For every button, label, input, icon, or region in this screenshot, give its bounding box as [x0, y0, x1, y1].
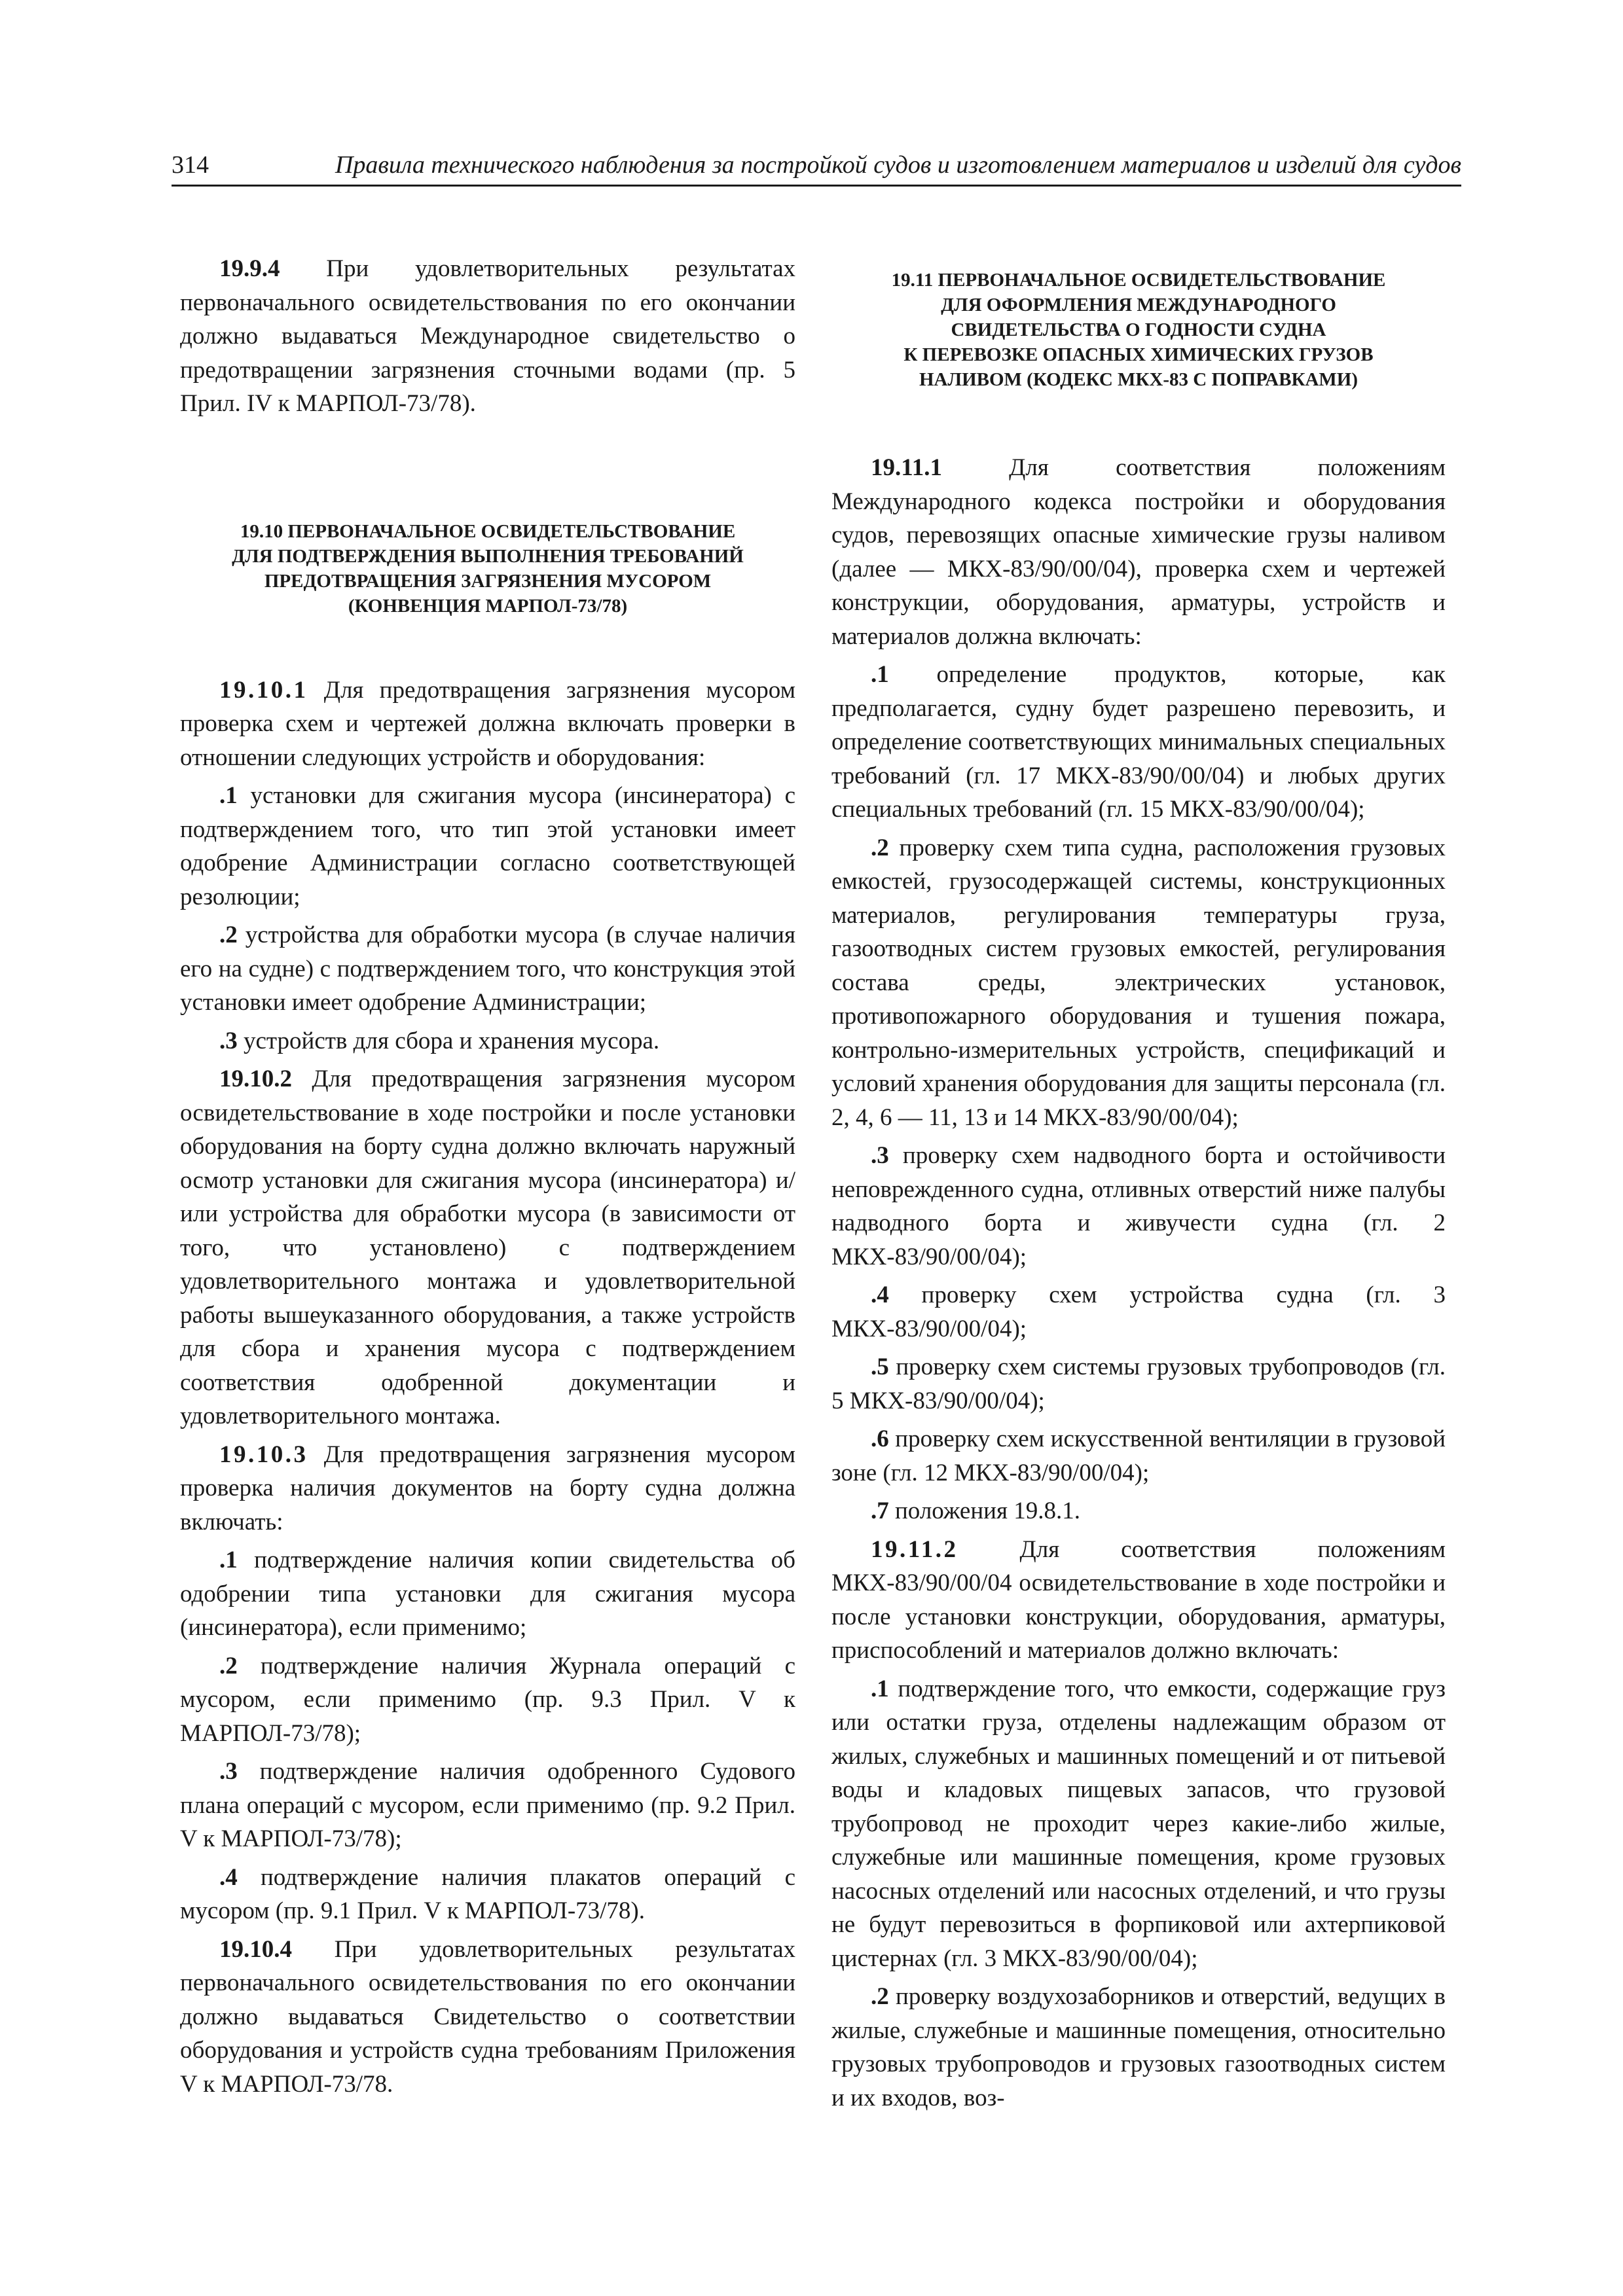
- item-number: .4: [219, 1863, 238, 1891]
- clause-number: 19.11.1: [871, 454, 942, 481]
- clause-number: 19.9.4: [219, 255, 280, 282]
- list-item: [180, 779, 795, 914]
- item-number: .2: [219, 922, 238, 948]
- item-text: проверку воздухозаборников и отверстий, ведущих в жилые, служебные и машинные помещения, относительно грузовых трубопроводов и грузовых газоотводных систем и их входов, воз-: [831, 1983, 1446, 2111]
- paragraph-text: Для предотвращения загрязнения мусором проверка схем и чертежей должна включать проверки в отношении следующих устройств и оборудования:: [180, 676, 795, 771]
- item-text: определение продуктов, которые, как предполагается, судну будет разрешено перевозить, и определение соответствующих минимальных специальных требований (гл. 17 МКХ-83/90/00/04) и любых других специальных требований (гл. 15 МКХ-83/90/00/04);: [831, 661, 1446, 823]
- list-item: [831, 1980, 1446, 2115]
- item-text: установки для сжигания мусора (инсинератора) с подтверждением того, что тип этой установки имеет одобрение Администрации согласно соответствующей резолюции;: [180, 782, 795, 910]
- item-number: .3: [219, 1027, 238, 1054]
- paragraph-text: Для предотвращения загрязнения мусором проверка наличия документов на борту судна должна включать:: [180, 1441, 795, 1535]
- clause-number: 19.11.2: [871, 1535, 958, 1563]
- paragraph-text: При удовлетворительных результатах первоначального освидетельствования по его окончании должно выдаваться Международное свидетельство о предотвращении загрязнения сточными водами (пр. 5 Прил. IV к МАРПОЛ-73/78).: [180, 255, 795, 417]
- clause-number: 19.10.2: [219, 1066, 292, 1092]
- heading-line: 19.11 ПЕРВОНАЧАЛЬНОЕ ОСВИДЕТЕЛЬСТВОВАНИЕ: [891, 270, 1386, 291]
- list-item: [831, 658, 1446, 827]
- list-item: [831, 831, 1446, 1135]
- paragraph-19-10-3: [180, 1438, 795, 1539]
- list-item: [831, 1494, 1446, 1528]
- heading-line: 19.10 ПЕРВОНАЧАЛЬНОЕ ОСВИДЕТЕЛЬСТВОВАНИЕ: [240, 520, 736, 542]
- list-item: [831, 1139, 1446, 1274]
- section-heading-19-10: [180, 519, 795, 619]
- list-item: [831, 1278, 1446, 1346]
- clause-number: 19.10.3: [219, 1441, 308, 1468]
- list-item: [831, 1672, 1446, 1976]
- paragraph-19-11-2: [831, 1533, 1446, 1668]
- paragraph-19-10-1: [180, 673, 795, 775]
- list-item: [180, 1861, 795, 1928]
- section-heading-19-11: [831, 268, 1446, 392]
- item-number: .2: [219, 1652, 238, 1679]
- list-item: [831, 1422, 1446, 1490]
- list-item: [831, 1350, 1446, 1418]
- page-number: 314: [172, 151, 209, 179]
- item-text: проверку схем надводного борта и остойчивости неповрежденного судна, отливных отверстий ниже палубы надводного борта и живучести судна (гл. 2 МКХ-83/90/00/04);: [831, 1142, 1446, 1270]
- paragraph-19-10-4: [180, 1933, 795, 2102]
- list-item: [180, 1649, 795, 1751]
- heading-line: СВИДЕТЕЛЬСТВА О ГОДНОСТИ СУДНА: [951, 319, 1326, 340]
- left-column: [180, 252, 795, 2106]
- heading-line: ДЛЯ ПОДТВЕРЖДЕНИЯ ВЫПОЛНЕНИЯ ТРЕБОВАНИЙ: [232, 545, 744, 567]
- item-text: проверку схем типа судна, расположения грузовых емкостей, грузосодержащей системы, конструкционных материалов, регулирования температуры груза, газоотводных систем грузовых емкостей, регулирования состава среды, электрических установок, противопожарного оборудования и тушения пожара, контрольно-измерительных устройств, спецификаций и условий хранения оборудования для защиты персонала (гл. 2, 4, 6 — 11, 13 и 14 МКХ-83/90/00/04);: [831, 834, 1446, 1131]
- heading-line: (КОНВЕНЦИЯ МАРПОЛ-73/78): [348, 595, 628, 617]
- paragraph-text: Для соответствия положениям Международного кодекса постройки и оборудования судов, перевозящих опасные химические грузы наливом (далее — МКХ-83/90/00/04), проверка схем и чертежей конструкции, оборудования, арматуры, устройств и материалов должна включать:: [831, 454, 1446, 650]
- item-number: .3: [871, 1142, 889, 1169]
- clause-number: 19.10.1: [219, 676, 308, 704]
- paragraph-19-11-1: [831, 451, 1446, 653]
- item-text: проверку схем искусственной вентиляции в грузовой зоне (гл. 12 МКХ-83/90/00/04);: [831, 1426, 1446, 1486]
- clause-number: 19.10.4: [219, 1935, 292, 1963]
- paragraph-19-9-4: [180, 252, 795, 421]
- list-item: [180, 1543, 795, 1645]
- item-text: устройств для сбора и хранения мусора.: [237, 1027, 660, 1054]
- item-number: .4: [871, 1282, 889, 1308]
- item-number: .1: [871, 661, 889, 688]
- paragraph-19-10-2: [180, 1062, 795, 1433]
- paragraph-text: Для предотвращения загрязнения мусором освидетельствование в ходе постройки и после установки оборудования на борту судна должно включать наружный осмотр установки для сжигания мусора (инсинератора) и/или устройства для обработки мусора (в зависимости от того, что установлено) с подтверждением удовлетворительного монтажа и удовлетворительной работы вышеуказанного оборудования, а также устройств для сбора и хранения мусора с подтверждением соответствия одобренной документации и удовлетворительного монтажа.: [180, 1066, 795, 1429]
- heading-line: НАЛИВОМ (КОДЕКС МКХ-83 С ПОПРАВКАМИ): [919, 369, 1359, 390]
- item-number: .7: [871, 1498, 889, 1524]
- item-number: .1: [219, 1547, 238, 1573]
- item-number: .1: [219, 782, 238, 809]
- paragraph-text: При удовлетворительных результатах первоначального освидетельствования по его окончании должно выдаваться Свидетельство о соответствии оборудования и устройств судна требованиям Приложения V к МАРПОЛ-73/78.: [180, 1935, 795, 2098]
- item-text: подтверждение наличия Журнала операций с мусором, если применимо (пр. 9.3 Прил. V к МАРПОЛ-73/78);: [180, 1652, 795, 1747]
- list-item: [180, 1024, 795, 1058]
- item-text: подтверждение наличия одобренного Судового плана операций с мусором, если применимо (пр. 9.2 Прил. V к МАРПОЛ-73/78);: [180, 1758, 795, 1852]
- heading-line: ДЛЯ ОФОРМЛЕНИЯ МЕЖДУНАРОДНОГО: [941, 295, 1336, 315]
- item-number: .5: [871, 1354, 889, 1380]
- item-text: подтверждение того, что емкости, содержащие груз или остатки груза, отделены надлежащим образом от жилых, служебных и машинных помещений и от питьевой воды и кладовых пищевых запасов, что грузовой трубопровод не проходит через какие-либо жилые, служебные или машинные помещения, кроме грузовых насосных отделений или насосных отделений, и что грузы не будут перевозиться в форпиковой или ахтерпиковой цистернах (гл. 3 МКХ-83/90/00/04);: [831, 1675, 1446, 1972]
- item-number: .2: [871, 834, 889, 861]
- item-number: .1: [871, 1675, 889, 1702]
- item-text: подтверждение наличия копии свидетельства об одобрении типа установки для сжигания мусора (инсинератора), если применимо;: [180, 1547, 795, 1641]
- item-number: .6: [871, 1426, 889, 1452]
- heading-line: К ПЕРЕВОЗКЕ ОПАСНЫХ ХИМИЧЕСКИХ ГРУЗОВ: [903, 344, 1374, 365]
- right-column: [831, 252, 1446, 2119]
- running-title: Правила технического наблюдения за постройкой судов и изготовлением материалов и изделий для судов: [335, 151, 1461, 179]
- item-number: .3: [219, 1758, 238, 1785]
- item-text: устройства для обработки мусора (в случае наличия его на судне) с подтверждением того, что конструкция этой установки имеет одобрение Администрации;: [180, 922, 795, 1016]
- heading-line: ПРЕДОТВРАЩЕНИЯ ЗАГРЯЗНЕНИЯ МУСОРОМ: [264, 570, 712, 592]
- list-item: [180, 1755, 795, 1856]
- item-text: проверку схем системы грузовых трубопроводов (гл. 5 МКХ-83/90/00/04);: [831, 1354, 1446, 1414]
- item-text: положения 19.8.1.: [888, 1498, 1080, 1524]
- item-text: проверку схем устройства судна (гл. 3 МКХ-83/90/00/04);: [831, 1282, 1446, 1342]
- item-text: подтверждение наличия плакатов операций с мусором (пр. 9.1 Прил. V к МАРПОЛ-73/78).: [180, 1863, 795, 1924]
- list-item: [180, 918, 795, 1020]
- item-number: .2: [871, 1983, 889, 2010]
- page-header: [172, 145, 1461, 187]
- paragraph-text: Для соответствия положениям МКХ-83/90/00/04 освидетельствование в ходе постройки и после установки конструкции, оборудования, арматуры, приспособлений и материалов должно включать:: [831, 1535, 1446, 1664]
